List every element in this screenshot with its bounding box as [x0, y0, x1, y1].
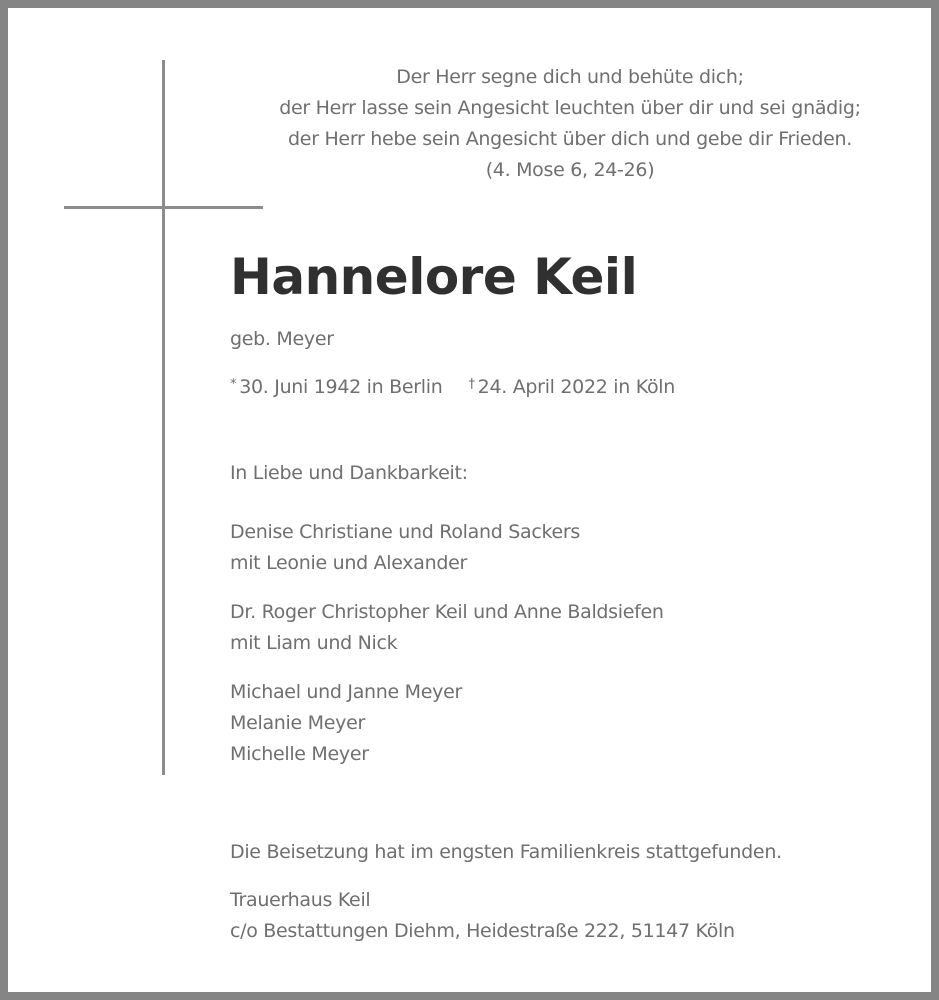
mourner-line: mit Leonie und Alexander: [230, 552, 467, 574]
contact-line-1: Trauerhaus Keil: [230, 889, 371, 911]
maiden-name: geb. Meyer: [230, 328, 334, 350]
verse-line-1: Der Herr segne dich und behüte dich;: [396, 66, 744, 88]
mourners-intro: In Liebe und Dankbarkeit:: [230, 462, 468, 484]
verse-line-3: der Herr hebe sein Angesicht über dich und gebe dir Frieden.: [288, 128, 852, 150]
mourner-line: Melanie Meyer: [230, 712, 365, 734]
burial-note: Die Beisetzung hat im engsten Familienkreis stattgefunden.: [230, 841, 782, 863]
verse-reference: (4. Mose 6, 24-26): [485, 159, 655, 181]
contact-line-2: c/o Bestattungen Diehm, Heidestraße 222, 51147 Köln: [230, 920, 735, 942]
mourner-group-1: [230, 517, 580, 579]
birth-symbol: *: [230, 377, 237, 392]
mourner-group-3: [230, 677, 462, 770]
cross-horizontal-bar: [64, 206, 263, 209]
mourner-group-2: [230, 597, 664, 659]
death-symbol: †: [468, 377, 475, 392]
contact-address: [230, 885, 735, 947]
life-dates: [230, 369, 675, 403]
birth-date-place: 30. Juni 1942 in Berlin: [239, 376, 443, 398]
mourner-line: mit Liam und Nick: [230, 632, 398, 654]
mourner-line: Michelle Meyer: [230, 743, 369, 765]
mourner-line: Dr. Roger Christopher Keil und Anne Baldsiefen: [230, 601, 664, 623]
mourner-line: Michael und Janne Meyer: [230, 681, 462, 703]
mourner-line: Denise Christiane und Roland Sackers: [230, 521, 581, 543]
bible-verse: [230, 62, 910, 186]
verse-line-2: der Herr lasse sein Angesicht leuchten über dir und sei gnädig;: [279, 97, 861, 119]
death-date-place: 24. April 2022 in Köln: [477, 376, 676, 398]
cross-vertical-bar: [162, 60, 165, 775]
deceased-name: Hannelore Keil: [230, 248, 638, 306]
